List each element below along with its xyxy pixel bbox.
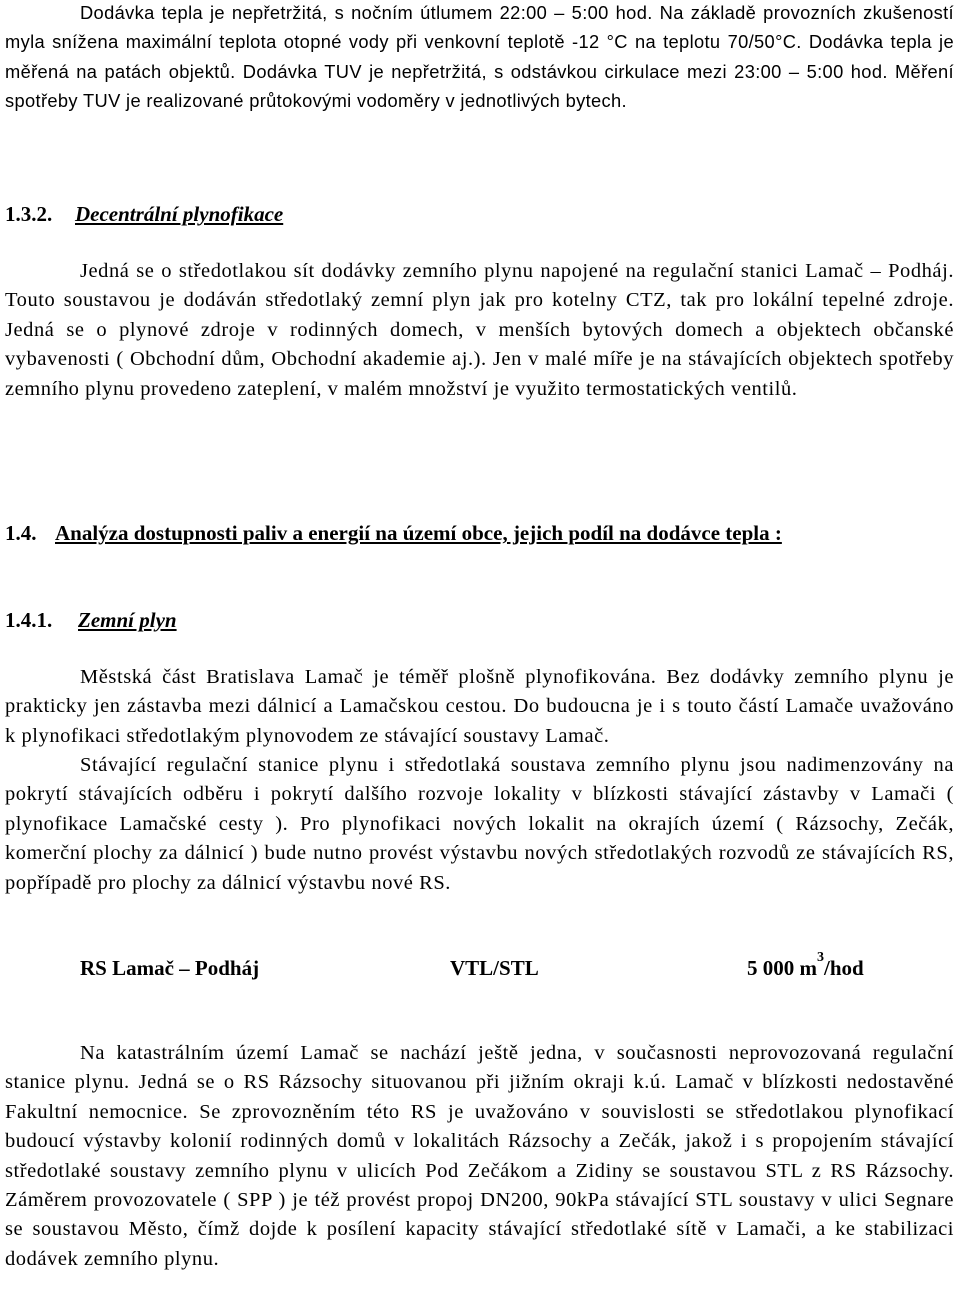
section-1-4-heading <box>5 518 782 548</box>
station-name: RS Lamač – Podháj <box>80 956 260 980</box>
closing-paragraph: Na katastrálním území Lamač se nachází ještě jedna, v současnosti neprovozovaná regulační stanice plynu. Jedná se o RS Rázsochy situovanou při jižním okraji k.ú. Lamač v blízkosti nedostavěné Fakultní nemocnice. Se zprovozněním této RS je uvažováno v souvislosti se středotlakou plynofikací budoucí výstavby kolonií rodinných domů v lokalitách Rázsochy a Zečák, jakož i s propojením stávající středotlaké soustavy zemního plynu v ulicích Pod Zečákom a Zidiny se soustavou STL z RS Rázsochy. Záměrem provozovatele ( SPP ) je též provést propoj DN200, 90kPa stávající STL soustavy v ulici Segnare se soustavou Město, čímž dojde k posílení kapacity stávající středotlaké sítě v Lamači, a ke stabilizaci dodávek zemního plynu. <box>5 1042 954 1270</box>
section-1-3-2-body: Jedná se o středotlakou sít dodávky zemního plynu napojené na regulační stanici Lamač – Podháj. Touto soustavou je dodáván středotlaký zemní plyn jak pro kotelny CTZ, tak pro lokální tepelné zdroje. Jedná se o plynové zdroje v rodinných domech, v menších bytových domech a objektech občanské vybavenosti ( Obchodní dům, Obchodní akademie aj.). Jen v malé míře je na stávajících objektech spotřeby zemního plynu provedeno zateplení, v malém množství je využito termostatických ventilů. <box>5 260 954 400</box>
section-1-4-1-paragraph-2: Stávající regulační stanice plynu i středotlaká soustava zemního plynu jsou nadimenzovány na pokrytí stávajících odběru i pokrytí dalšího rozvoje lokality v blízkosti stávající zástavby v Lamači ( plynofikace Lamačské cesty ). Pro plynofikaci nových lokalit na okrajích území ( Rázsochy, Zečák, komerční plochy za dálnicí ) bude nutno provést výstavbu nových středotlakých rozvodů ze stávajících RS, popřípadě pro plochy za dálnicí výstavbu nové RS. <box>5 754 954 894</box>
intro-heat-supply-text: Dodávka tepla je nepřetržitá, s nočním útlumem 22:00 – 5:00 hod. Na základě provozních zkušeností myla snížena maximální teplota otopné vody při venkovní teplotě -12 °C na teplotu 70/50°C. Dodávka tepla je měřená na patách objektů. <box>5 2 954 82</box>
section-1-4-1-title: Zemní plyn <box>78 608 177 632</box>
station-capacity <box>747 950 864 983</box>
section-1-4-1-number: 1.4.1. <box>5 608 53 632</box>
station-capacity-unit: /hod <box>824 956 864 980</box>
station-capacity-exponent: 3 <box>817 950 824 965</box>
intro-paragraph <box>5 0 954 116</box>
section-1-4-1-heading <box>5 605 177 635</box>
station-pressure: VTL/STL <box>450 956 539 980</box>
section-1-4-1-paragraph-1: Městská část Bratislava Lamač je téměř plošně plynofikována. Bez dodávky zemního plynu je prakticky jen zástavba mezi dálnicí a Lamačskou cestou. Do budoucna je i s touto částí Lamače uvažováno k plynofikaci středotlakým plynovodem ze stávající soustavy Lamač. <box>5 666 954 747</box>
station-capacity-value: 5 000 m <box>747 956 817 980</box>
section-1-4-title: Analýza dostupnosti paliv a energií na území obce, jejich podíl na dodávce tepla : <box>55 521 782 545</box>
section-1-3-2-title: Decentrální plynofikace <box>75 202 284 226</box>
section-1-4-number: 1.4. <box>5 521 37 545</box>
regulation-station-row <box>0 950 960 983</box>
section-1-3-2-number: 1.3.2. <box>5 202 53 226</box>
section-1-3-2-heading <box>5 199 283 229</box>
intro-hot-water-text: Dodávka TUV je nepřetržitá, s odstávkou cirkulace mezi 23:00 – 5:00 hod. Měření spotřeby TUV je realizované průtokovými vodoměry v jednotlivých bytech. <box>5 60 954 112</box>
